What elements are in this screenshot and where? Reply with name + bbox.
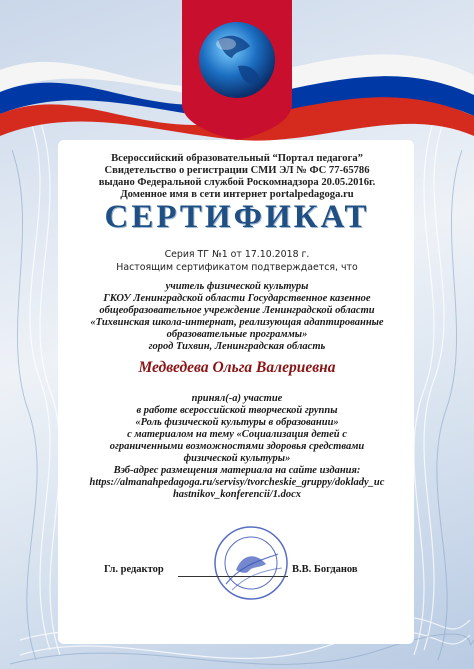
portal-line: выдано Федеральной службой Роскомнадзора 20.05.2016г. — [98, 177, 376, 188]
web-address[interactable]: https://almanahpedagoga.ru/servisy/tvorcheskie_gruppy/doklady_uc — [89, 477, 385, 488]
recipient-name: Медведева Ольга Валериевна — [138, 359, 336, 376]
portal-line: Доменное имя в сети интернет portalpedagoga.ru — [120, 189, 354, 200]
participation-line: Вэб-адрес размещения материала на сайте издания: — [113, 465, 361, 476]
portal-line: Всероссийский образовательный “Портал педагога” — [111, 153, 363, 164]
teacher-line: «Тихвинская школа-интернат, реализующая адаптированные — [90, 317, 384, 328]
participation-line: в работе всероссийской творческой группы — [136, 405, 338, 416]
participation-line: физической культуры» — [183, 453, 291, 464]
participation-line: ограниченными возможностями здоровья средствами — [109, 441, 365, 452]
teacher-line: общеобразовательное учреждение Ленинградской области — [99, 305, 375, 316]
teacher-line: образовательные программы» — [166, 329, 308, 340]
signature-line — [178, 576, 288, 577]
teacher-line: учитель физической культуры — [165, 281, 309, 292]
participation-info — [0, 393, 474, 501]
signature-name: В.В. Богданов — [292, 564, 358, 575]
portal-line: Свидетельство о регистрации СМИ ЭЛ № ФС 77-65786 — [104, 165, 370, 176]
certificate-title: СЕРТИФИКАТ — [104, 199, 370, 235]
participation-line: принял(-а) участие — [191, 393, 283, 404]
series-number: Серия ТГ №1 от 17.10.2018 г. — [164, 249, 310, 260]
web-address[interactable]: hastnikov_konferencii/1.docx — [172, 489, 302, 500]
stamp-seal-icon — [212, 524, 290, 602]
confirm-text: Настоящим сертификатом подтверждается, что — [116, 261, 358, 273]
series-block — [0, 249, 474, 274]
teacher-line: город Тихвин, Ленинградская область — [148, 341, 326, 352]
signature-role: Гл. редактор — [104, 564, 164, 575]
participation-line: с материалом на тему «Социализация детей с — [127, 429, 347, 440]
portal-info — [0, 153, 474, 201]
teacher-line: ГКОУ Ленинградской области Государственное казенное — [103, 293, 371, 304]
participation-line: «Роль физической культуры в образовании» — [135, 417, 339, 428]
globe-emblem-icon — [178, 0, 296, 140]
teacher-info — [0, 281, 474, 353]
